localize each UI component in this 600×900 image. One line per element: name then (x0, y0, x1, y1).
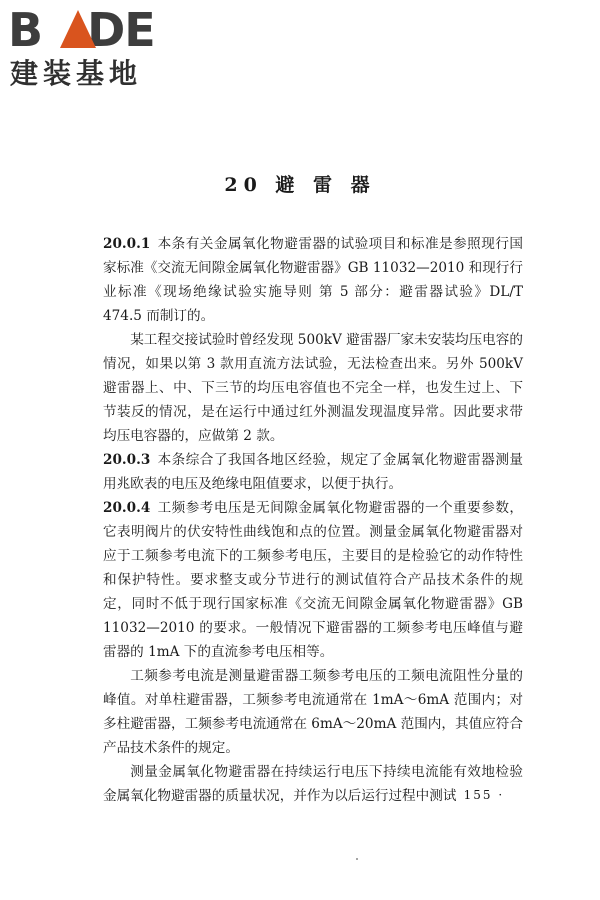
logo-a-triangle-icon (60, 10, 96, 48)
page-number: · 155 · (452, 788, 505, 802)
paragraph (103, 448, 523, 496)
paragraph-text: 本条有关金属氧化物避雷器的试验项目和标准是参照现行国家标准《交流无间隙金属氧化物避雷器》GB 11032—2010 和现行行业标准《现场绝缘试验实施导则 第 5 部分：避雷器试验》DL/T 474.5 而制订的。 (103, 236, 523, 324)
paragraph (103, 664, 523, 760)
clause-number: 20.0.3 (103, 452, 151, 468)
page-title: 20 避 雷 器 (224, 174, 376, 196)
logo-wordmark: B DE (8, 3, 155, 57)
paragraph (103, 328, 523, 448)
logo-subtitle: 建装基地 (10, 57, 143, 90)
paragraph (103, 496, 523, 664)
clause-number: 20.0.4 (103, 500, 151, 516)
scan-speck (356, 858, 358, 860)
paragraph-text: 某工程交接试验时曾经发现 500kV 避雷器厂家未安装均压电容的情况，如果以第 3 款用直流方法试验，无法检查出来。另外 500kV 避雷器上、中、下三节的均压电容值也不完全一样，也发生过上、下节装反的情况，是在运行中通过红外测温发现温度异常。因此要求带均压电容器的，应做第 2 款。 (103, 332, 523, 444)
paragraph (103, 232, 523, 328)
bade-logo (8, 4, 178, 90)
paragraph-text: 本条综合了我国各地区经验，规定了金属氧化物避雷器测量用兆欧表的电压及绝缘电阻值要求，以便于执行。 (103, 452, 523, 492)
paragraph-text: 工频参考电压是无间隙金属氧化物避雷器的一个重要参数，它表明阀片的伏安特性曲线饱和点的位置。测量金属氧化物避雷器对应于工频参考电流下的工频参考电压，主要目的是检验它的动作特性和保护特性。要求整支或分节进行的测试值符合产品技术条件的规定，同时不低于现行国家标准《交流无间隙金属氧化物避雷器》GB 11032—2010 的要求。一般情况下避雷器的工频参考电压峰值与避雷器的 1mA 下的直流参考电压相等。 (103, 500, 523, 660)
paragraph-text: 工频参考电流是测量避雷器工频参考电压的工频电流阻性分量的峰值。对单柱避雷器，工频参考电流通常在 1mA～6mA 范围内；对多柱避雷器，工频参考电流通常在 6mA～20mA 范围内，其值应符合产品技术条件的规定。 (103, 668, 523, 756)
document-body (103, 232, 523, 808)
clause-number: 20.0.1 (103, 236, 151, 252)
paragraph-text: 测量金属氧化物避雷器在持续运行电压下持续电流能有效地检验金属氧化物避雷器的质量状况，并作为以后运行过程中测试 (103, 764, 523, 804)
